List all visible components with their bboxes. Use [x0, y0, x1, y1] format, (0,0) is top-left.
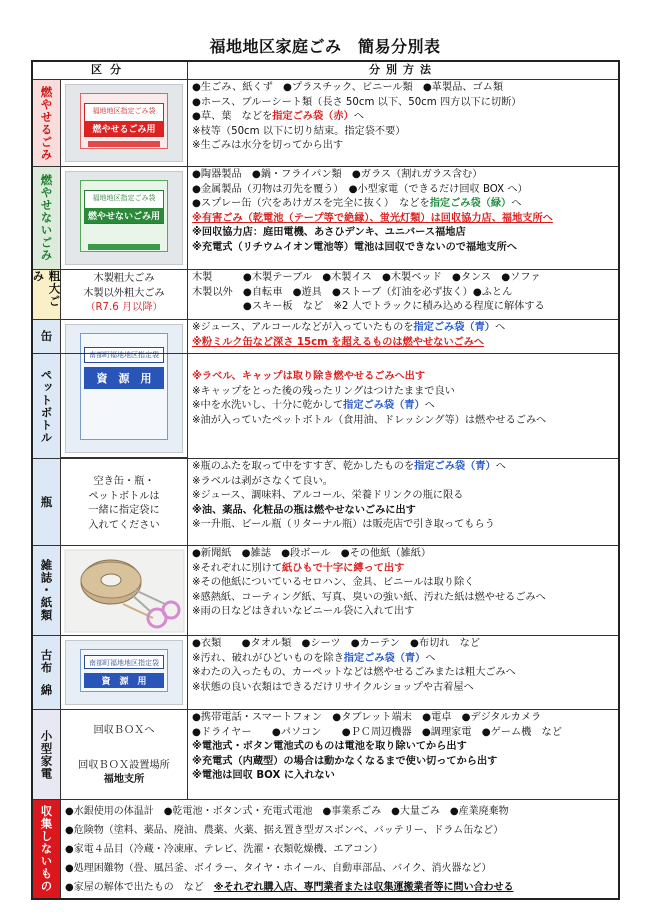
method-burnable: ●生ごみ、紙くず ●プラスチック、ビニール類 ●革製品、ゴム類 ●ホース、ブルーシート類（長さ 50cm 以下、50cm 四方以下に切断） ●草、葉 などを指定ごみ袋（赤）へ ※枝等（50cm 以下に切り結束。指定袋不要） ※生ごみは水分を切ってから出す	[192, 82, 522, 152]
row-oversize	[33, 270, 618, 320]
row-pet	[33, 354, 618, 458]
category-not-collected: 収集しないもの	[33, 800, 61, 898]
sorting-table	[31, 60, 620, 900]
method-pet: ※ラベル、キャップは取り除き燃やせるごみへ出す ※キャップをとった後の残ったリングはつけたままで良い ※中を水洗いし、十分に乾かして指定ごみ袋（青）へ ※油が入っていたペットボトル（食用油、ドレッシング等）は燃やせるごみへ	[192, 371, 547, 426]
bag-photo-blue-cloth: 南部町福地地区指定袋 資 源 用	[61, 636, 188, 709]
bag-photo-blue: 南部町福地地区指定袋 資 源 用	[61, 320, 188, 458]
twine-roll-icon	[61, 546, 188, 636]
header-category: 区分	[33, 62, 188, 79]
method-paper: ●新聞紙 ●雑誌 ●段ボール ●その他紙（雑紙） ※それぞれに別けて紙ひもで十字に縛って出す ※その他紙についているセロハン、金具、ビニールは取り除く ※感熱紙、コーティング紙、写真、臭いの強い紙、汚れた紙は燃やせるごみへ ※雨の日などはきれいなビニール袋に入れて出す	[192, 548, 546, 618]
oversize-types: 木製粗大ごみ 木製以外粗大ごみ （R7.6 月以降）	[61, 270, 188, 319]
row-bottles	[33, 458, 618, 546]
method-cans: ※ジュース、アルコールなどが入っていたものを指定ごみ袋（青）へ ※粉ミルク缶など深さ 15cm を超えるものは燃やせないごみへ	[192, 322, 506, 348]
category-cans: 缶	[33, 320, 61, 353]
category-pet: ペットボトル	[33, 354, 61, 458]
string-scissors-photo	[61, 546, 188, 635]
category-nonburnable: 燃やせないごみ	[33, 167, 61, 269]
row-small-appliance	[33, 710, 618, 800]
category-oversize: 粗大ごみ	[33, 270, 61, 319]
row-cans	[33, 320, 618, 354]
method-not-collected: ●水銀使用の体温計 ●乾電池・ボタン式・充電式電池 ●事業系ごみ ●大量ごみ ●産業廃棄物 ●危険物（塗料、薬品、廃油、農薬、火薬、据え置き型ガスボンベ、バッテリー、ドラム缶など） ●家電４品目（冷蔵・冷凍庫、テレビ、洗濯・衣類乾燥機、エアコン） ●処理困難物（畳、風呂釜、ボイラー、タイヤ・ホイール、自動車部品、バイク、消火器など） ●家屋の解体で出たもの など ※それぞれ購入店、専門業者または収集運搬業者等に問い合わせる	[65, 806, 514, 893]
page-title: 福地地区家庭ごみ 簡易分別表	[209, 37, 441, 56]
header-method: 分別方法	[369, 63, 437, 76]
bottles-note: 空き缶・瓶・ ペットボトルは 一緒に指定袋に 入れてください	[61, 459, 188, 545]
row-paper	[33, 546, 618, 636]
method-nonburnable: ●陶器製品 ●鍋・フライパン類 ●ガラス（割れガラス含む） ●金属製品（刃物は刃先を覆う） ●小型家電（できるだけ回収 BOX へ） ●スプレー缶（穴をあけガスを完全に抜く） などを指定ごみ袋（緑）へ ※有害ごみ（乾電池（テープ等で絶縁）、蛍光灯類）は回収協力店、福地支所へ ※回収協力店：庭田電機、あさひデンキ、ユニバース福地店 ※充電式（リチウムイオン電池等）電池は回収できないので福地支所へ	[192, 169, 553, 253]
bag-photo-green: 福地地区指定ごみ袋 燃やせないごみ用	[61, 167, 188, 269]
category-paper: 雑誌・紙類	[33, 546, 61, 635]
bag-photo-red: 福地地区指定ごみ袋 燃やせるごみ用	[61, 80, 188, 166]
row-not-collected	[33, 800, 618, 898]
table-header	[33, 62, 618, 80]
category-bottles: 瓶	[33, 459, 61, 545]
category-small-appliance: 小型家電	[33, 710, 61, 799]
small-appliance-box: 回収ＢＯＸへ 回収ＢＯＸ設置場所 福地支所	[61, 710, 188, 799]
row-burnable	[33, 80, 618, 167]
method-bottles: ※瓶のふたを取って中をすすぎ、乾かしたものを指定ごみ袋（青）へ ※ラベルは剥がさなくて良い。 ※ジュース、調味料、アルコール、栄養ドリンクの瓶に限る ※油、薬品、化粧品の瓶は燃やせないごみに出す ※一升瓶、ビール瓶（リターナル瓶）は販売店で引き取ってもらう	[192, 461, 506, 531]
method-small-appliance: ●携帯電話・スマートフォン ●タブレット端末 ●電卓 ●デジタルカメラ ●ドライヤー ●パソコン ●ＰＣ周辺機器 ●調理家電 ●ゲーム機 など ※電池式・ボタン電池式のものは電池を取り除いてから出す ※充電式（内蔵型）の場合は動かなくなるまで使い切ってから出す ※電池は回収 BOX に入れない	[192, 712, 562, 782]
method-cloth: ●衣類 ●タオル類 ●シーツ ●カーテン ●布切れ など ※汚れ、破れがひどいものを除き指定ごみ袋（青）へ ※わたの入ったもの、カーペットなどは燃やせるごみまたは粗大ごみへ ※状態の良い衣類はできるだけリサイクルショップや古着屋へ	[192, 638, 516, 693]
category-burnable: 燃やせるごみ	[33, 80, 61, 166]
category-cloth: 古布 綿	[33, 636, 61, 709]
row-nonburnable	[33, 167, 618, 270]
row-cloth	[33, 636, 618, 710]
method-oversize: 木製 ●木製テーブル ●木製イス ●木製ベッド ●タンス ●ソファ 木製以外 ●自転車 ●遊具 ●ストーブ（灯油を必ず抜く）●ふとん ●スキー板 など ※2 人でトラックに積み込める程度に解体する	[192, 272, 545, 313]
